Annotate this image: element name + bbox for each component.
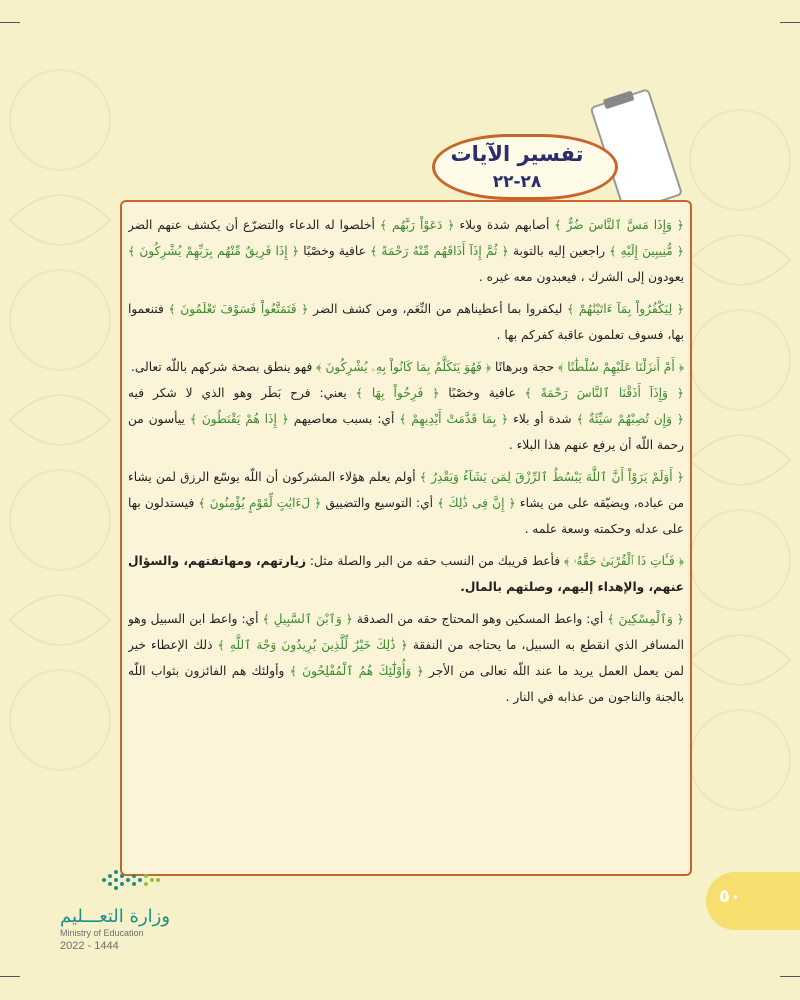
page-number: ٥٠	[719, 886, 741, 907]
explanation-text: عافية وخصْبًا	[299, 244, 371, 258]
quran-verse: ﴿ إِذَا فَرِيقٌ مِّنْهُم بِرَبِّهِمْ يُشْرِكُونَ ﴾	[128, 244, 300, 258]
explanation-text: ذلك الإعطاء خير لمن يعمل العمل يريد ما عند اللّه تعالى من الأجر	[128, 638, 684, 678]
quran-verse: ﴿ أَوَلَمْ يَرَوْاْ أَنَّ ٱللَّهَ يَبْسُطُ ٱلرِّزْقَ لِمَن يَشَآءُ وَيَقْدِرُ ﴾	[419, 470, 684, 484]
crop-mark	[0, 976, 20, 977]
explanation-text: وأولئك هم الفائزون بثواب اللّه بالجنة والناجون من عذابه في النار .	[128, 664, 684, 704]
tafsir-text	[128, 212, 684, 852]
quran-verse: ﴿ وَٱبْنَ ٱلسَّبِيلِ ﴾	[262, 612, 353, 626]
explanation-text: أي: واعط المسكين وهو المحتاج حقه من الصدقة	[352, 612, 608, 626]
quran-verse: ﴿ وَٱلْمِسْكِينَ ﴾	[607, 612, 684, 626]
quran-verse: ﴿ بِمَا قَدَّمَتْ أَيْدِيهِمْ ﴾	[399, 412, 509, 426]
tafsir-paragraph	[128, 548, 684, 600]
ministry-name-en: Ministry of Education	[60, 928, 144, 938]
explanation-text: فهو ينطق بصحة شركهم باللّه تعالى.	[131, 360, 317, 374]
bold-text: زيارتهم، ومهاتفتهم، والسؤال عنهم، والإهداء إليهم، وصلتهم بالمال.	[128, 554, 684, 594]
ministry-name-ar: وزارة التعـــليم	[60, 906, 171, 927]
explanation-text: فيستدلون بها على عدله وحكمته وسعة علمه .	[128, 496, 684, 536]
explanation-text: ليكفروا بما أعطيناهم من النِّعَم، ومن كشف الضر	[308, 302, 568, 316]
quran-verse: ﴿ أَمْ أَنزَلْنَا عَلَيْهِمْ سُلْطَٰنًا ﴾	[557, 360, 684, 374]
explanation-text: أي: التوسيع والتضييق	[321, 496, 438, 510]
quran-verse: ﴿ لَءَايَٰتٍ لِّقَوْمٍ يُؤْمِنُونَ ﴾	[198, 496, 322, 510]
quran-verse: ﴿ فَتَمَتَّعُواْ فَسَوْفَ تَعْلَمُونَ ﴾	[168, 302, 309, 316]
tafsir-paragraph	[128, 212, 684, 290]
quran-verse: ﴿ ذَٰلِكَ خَيْرٌ لِّلَّذِينَ يُرِيدُونَ وَجْهَ ٱللَّهِ ﴾	[217, 638, 408, 652]
quran-verse: ﴿ وَإِن تُصِبْهُمْ سَيِّئَةٌ ﴾	[576, 412, 684, 426]
ministry-year: 2022 - 1444	[60, 940, 119, 952]
explanation-text: يعني: فرح بَطَر وهو الذي لا شكر فيه	[128, 386, 356, 400]
tafsir-paragraph	[128, 464, 684, 542]
explanation-text: راجعين إليه بالتوبة	[508, 244, 610, 258]
explanation-text: عافية وخصْبًا	[439, 386, 525, 400]
quran-verse: ﴿ دَعَوْاْ رَبَّهُم ﴾	[379, 218, 455, 232]
crop-mark	[780, 22, 800, 23]
explanation-text: حجة وبرهانًا	[491, 360, 558, 374]
quran-verse: ﴿ وَأُوْلَٰٓئِكَ هُمُ ٱلْمُفْلِحُونَ ﴾	[289, 664, 424, 678]
quran-verse: ﴿ إِنَّ فِى ذَٰلِكَ ﴾	[437, 496, 516, 510]
quran-verse: ﴿ ثُمَّ إِذَآ أَذَاقَهُم مِّنْهُ رَحْمَةً ﴾	[370, 244, 509, 258]
tafsir-paragraph	[128, 606, 684, 710]
quran-verse: ﴿ وَإِذَا مَسَّ ٱلنَّاسَ ضُرٌّ ﴾	[554, 218, 684, 232]
explanation-text: أولم يعلم هؤلاء المشركون أن اللّه يوسّع الرزق لمن يشاء من عباده، ويضيّقه على من يشاء	[128, 470, 684, 510]
ministry-logo-icon	[96, 866, 166, 896]
tafsir-paragraph	[128, 354, 684, 458]
quran-verse: ﴿ لِيَكْفُرُواْ بِمَآ ءَاتَيْنَٰهُمْ ﴾	[567, 302, 684, 316]
crop-mark	[0, 22, 20, 23]
quran-verse: ﴿ إِذَا هُمْ يَقْنَطُونَ ﴾	[189, 412, 289, 426]
tafsir-paragraph	[128, 296, 684, 348]
quran-verse: ﴿ وَإِذَآ أَذَقْنَا ٱلنَّاسَ رَحْمَةً ﴾	[524, 386, 684, 400]
explanation-text: ييأسون من رحمة اللّه أن يرفع عنهم هذا البلاء .	[128, 412, 684, 452]
explanation-text: أخلصوا له الدعاء والتضرّع أن يكشف عنهم الضر	[128, 218, 380, 232]
quran-verse: ﴿ فَـَٔاتِ ذَا ٱلْقُرْبَىٰ حَقَّهُۥ ﴾	[564, 554, 684, 568]
explanation-text: فأعط قريبك من النسب حقه من البر والصلة مثل:	[305, 554, 565, 568]
verse-range: ٢٨-٢٢	[492, 172, 542, 192]
explanation-text: شدة أو بلاء	[508, 412, 577, 426]
explanation-text: يعودون إلى الشرك ، فيعبدون معه غيره .	[478, 270, 684, 284]
explanation-text: فتنعموا بها، فسوف تعلمون عاقبة كفركم بها .	[128, 302, 684, 342]
section-title: تفسير الآيات	[450, 142, 584, 166]
explanation-text: أي: واعط ابن السبيل وهو المسافر الذي انقطع به السبيل، ما يحتاجه من النفقة	[128, 612, 684, 652]
quran-verse: ﴿ فَرِحُواْ بِهَا ﴾	[355, 386, 440, 400]
crop-mark	[780, 976, 800, 977]
explanation-text: أصابهم شدة وبلاء	[454, 218, 555, 232]
explanation-text: أي: بسبب معاصيهم	[288, 412, 400, 426]
quran-verse: ﴿ فَهُوَ يَتَكَلَّمُ بِمَا كَانُواْ بِهِۦ يُشْرِكُونَ ﴾	[316, 360, 492, 374]
quran-verse: ﴿ مُّنِيبِينَ إِلَيْهِ ﴾	[609, 244, 684, 258]
